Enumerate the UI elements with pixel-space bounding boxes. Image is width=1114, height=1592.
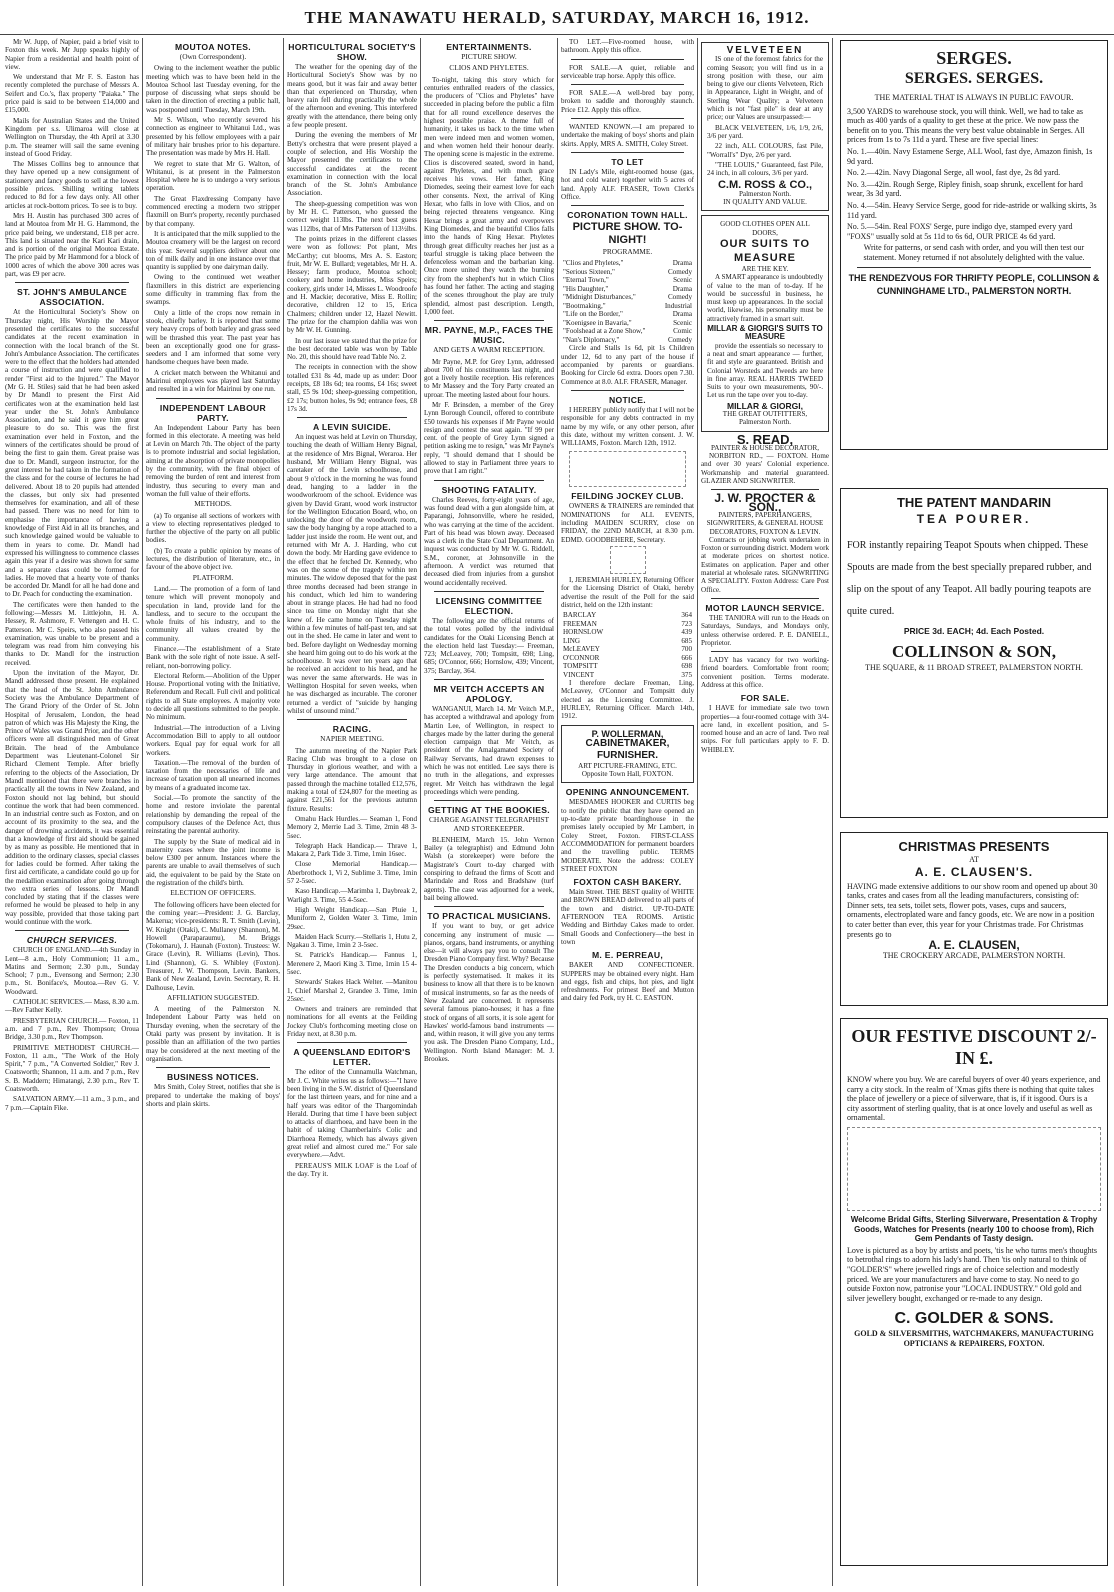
ad-body: ART PICTURE-FRAMING, ETC. Opposite Town Hall, FOXTON. bbox=[578, 761, 677, 779]
article-heading: RACING. bbox=[332, 724, 372, 735]
article-body: Only a little of the crops now remain in stook, chiefly barley. It is reported that some very heavy crops of both barley and grass seed will be thrashed this year. The past year has been an exceptionally good one for grass-seeders and I am informed that some very handsome cheques have been made. bbox=[146, 308, 280, 367]
classified-ad: OWNERS & TRAINERS are reminded that NOMINATIONS for ALL EVENTS, including MAIDEN SCURRY, close on FRIDAY, the 22ND MARCH, at 8.30 p.m. EDMD. GOODBEHERE, Secretary. bbox=[561, 502, 694, 544]
article-body: We regret to state that Mr G. Walton, of Whitanui, is at present in the Palmerston Hospital where he is to undergo a very serious operation. bbox=[146, 159, 280, 193]
poll-row: LING 685 bbox=[563, 636, 692, 645]
classified-ad: BAKER AND CONFECTIONER. SUPPERS may be obtained every night. Ham and eggs, fish and chips, hot pies, and light refreshments. For primest Beef and Mutton and dairy fed Pork, try H. C. EASTON. bbox=[561, 961, 694, 1003]
clausen-ad bbox=[840, 832, 1108, 1006]
poll-row: McLEAVEY 700 bbox=[563, 645, 692, 654]
ad-items: Welcome Bridal Gifts, Sterling Silverware, Presentation & Trophy Goods, Watches for Presents (nearly 100 to choose from), Rich Gem Pendants of Tasty design. bbox=[850, 1214, 1098, 1244]
article-body: Owing to the inclement weather the public meeting which was to have been held in the Moutoa School last Tuesday evening, for the purpose of discussing what steps should be taken in the direction of erecting a public hall, was postponed until Tuesday, March 19th. bbox=[146, 64, 280, 114]
ad-subtitle: CABINETMAKER, FURNISHER. bbox=[585, 737, 670, 761]
programme-row: "Nan's Diplomacy," Comedy bbox=[563, 335, 692, 344]
article-body: The Great Flaxdressing Company have commenced erecting a modern two stripper flaxmill on Burr's property, recently purchased by that company. bbox=[146, 194, 280, 228]
divider bbox=[434, 679, 544, 680]
suits-ad bbox=[701, 215, 829, 431]
article-body: To-night, taking this story which for centuries enthralled readers of the classics, the producers of "Clios and Phyletes" have succeeded in placing before the public a film that for all round excellence deserves the highest possible praise. A theme full of humanity, it takes us back to the time when men were indeed men and women women, and when women held their honour dearly. The opening scene is majestic in the extreme. Clios is discovered seated, sword in hand, against Phyletes, and with much grace receives his vows. Her father, King Diomedes, seeing their earnest love for each other consents. Next, the arrival of King Hexar, who falls in love with Clios, and on being rejected threatens vengeance. King Hexar brings a great army and overpowers King Diomedes, and the beautiful Clios falls into the hands of King Hexar. Phyletes through great difficulty reaches her just as a tearful struggle is taking place between the defenceless woman and the barbarian king. Once more united they watch the burning city from the shepherd's hut in which Clios has found her father. The acting and staging of the scenes throughout the play are truly splendid, almost past description. Length, 1,000 feet. bbox=[424, 75, 554, 316]
section-label: METHODS. bbox=[194, 499, 232, 509]
ad-heading: FOR SALE. bbox=[740, 693, 790, 704]
velveteen-ad bbox=[701, 42, 829, 211]
divider bbox=[15, 930, 129, 931]
article-heading: INDEPENDENT LABOUR PARTY. bbox=[159, 402, 267, 423]
classified-ad: FOR SALE.—A quiet, reliable and serviceable trap horse. Apply this office. bbox=[561, 63, 694, 80]
divider bbox=[571, 118, 684, 119]
divider bbox=[297, 1042, 407, 1043]
programme-row: "His Daughter," Drama bbox=[563, 284, 692, 293]
column-5 bbox=[558, 38, 697, 1586]
ad-body: HAVING made extensive additions to our show room and opened up about 30 tanks, crates and cases from all the leading manufacturers, consisting of: Dinner sets, tea sets, toilet sets, flower pots, vases, cups and saucers, ornaments, electroplated ware and fancy goods, etc. We are now in a position to cater better than ever, this year for your Christmas trade. For Christmas presents go to bbox=[847, 881, 1098, 939]
classified-ad: LADY has vacancy for two working-friend boarders. Comfortable front room; convenient position. Terms moderate. Address at this office. bbox=[701, 656, 829, 689]
article-body: Land.— The promotion of a form of land tenure which will prevent monopoly and speculation in land, provide land for the landless, and to secure to the occupant the whole fruits of his industry, and to the community all values created by the community. bbox=[146, 584, 280, 643]
article-body: WANGANUI, March 14. Mr Veitch M.P., has accepted a withdrawal and apology from Martin Lee, of Wellington, in respect to charges made by the latter during the general election campaign that Mr Veitch, as president of the Amalgamated Society of Railway Servants, had drawn expenses to which he was not entitled. Lee says there is no truth in the allegations, and expresses regret. Mr Veitch has withdrawn the legal proceedings which were pending. bbox=[424, 705, 554, 796]
golder-ad bbox=[840, 1018, 1108, 1566]
article-body: The weather for the opening day of the Horticultural Society's Show was by no means good, but it was fair and away better than that experienced on Thursday, when heavy rain fell during practically the whole of the afternoon and evening. This interfered greatly with the attendance, there being only a few people present. bbox=[287, 63, 417, 130]
classified-ad: IN Lady's Mile, eight-roomed house (gas, hot and cold water) together with 5 acres of land. Apply ALF. FRASER, Town Clerk's Office. bbox=[561, 167, 694, 201]
poll-row: TOMPSITT 698 bbox=[563, 662, 692, 671]
ad-body: IS one of the foremost fabrics for the coming Season; you will find us in a strong position with these, our aim being to give our clients Velveteen, Rich in Appearance, Light in Weight, and of Sterling Wear Quality; a Velveteen which is not "fast pile" is dear at any price; our Values are unsurpassed:— bbox=[707, 55, 823, 122]
column-1 bbox=[2, 38, 142, 1586]
article-heading: ENTERTAINMENTS. bbox=[446, 42, 532, 52]
ad-title: C.M. ROSS & CO., bbox=[717, 179, 813, 192]
article-body: Mr Payne, M.P. for Grey Lynn, addressed about 700 of his constituents last night, and got a lively hostile reception. His references to Mr Massey and the Tory Party created an uproar. The meeting lasted about four hours. bbox=[424, 357, 554, 399]
article-subheading: AND GETS A WARM RECEPTION. bbox=[433, 345, 545, 355]
article-body: An Independent Labour Party has been formed in this electorate. A meeting was held at Levin on March 7th. The object of the party is to promote industrial and social legislation, aiming at the absorption of private monopolies by the community, with the final object of removing the burden of rent and interest from industry, thus securing to every man and woman the full value of their efforts. bbox=[146, 423, 280, 498]
mandarin-ad bbox=[840, 488, 1108, 818]
article-body: (b) To create a public opinion by means of lectures, the distribution of literature, etc., in favour of the above object ive. bbox=[146, 546, 280, 572]
article-body: Charles Reeves, forty-eight years of age, was found dead with a gun alongside him, at Paparangi, Johnsonville, where he resided, who was carrying at the time of the accident. Part of his head was blown away. Deceased was a clerk in the State Coal Department. An inquest was conducted by Mr W. G. Riddell, S.M., coroner, at Johnsonville in the afternoon. A verdict was returned that deceased died from injuries from a gunshot wound accidentally received. bbox=[424, 495, 554, 587]
ad-title: COLLINSON & SON, bbox=[892, 641, 1056, 661]
classified-ad: Circle and Stalls 1s 6d, pit 1s Children under 12, 6d to any part of the house if accompanied by parents or guardians. Booking for Circle 6d extra. Doors open 7.30. Commence at 8.0. ALF. FRASER, Manager. bbox=[561, 344, 694, 386]
ad-heading: MOTOR LAUNCH SERVICE. bbox=[705, 602, 825, 613]
race-result: Omahu Hack Hurdles.— Seaman 1, Fond Memory 2, Merrie Lad 3. Time, 2min 48 3-5sec. bbox=[287, 814, 417, 840]
divider bbox=[571, 152, 684, 153]
ad-heading: FEILDING JOCKEY CLUB. bbox=[571, 491, 684, 502]
article-subheading: PICTURE SHOW. bbox=[461, 52, 517, 61]
divider bbox=[297, 417, 407, 418]
programme-row: "Clios and Phyletes," Drama bbox=[563, 259, 692, 268]
article-heading: LICENSING COMMITTEE ELECTION. bbox=[435, 595, 543, 616]
article-body: Mrs Smith, Coley Street, notifies that she is prepared to undertake the making of boys' shorts and plain skirts. bbox=[146, 1083, 280, 1108]
divider bbox=[434, 591, 544, 592]
article-body: PEREAUS'S MILK LOAF is the Loaf of the day. Try it. bbox=[287, 1161, 417, 1178]
racehorse-engraving bbox=[569, 451, 686, 487]
section-label: PLATFORM. bbox=[192, 572, 234, 582]
race-result: Maiden Hack Scurry.—Stellaris 1, Hutu 2, Ngakau 3. Time, 1min 2 3-5sec. bbox=[287, 932, 417, 950]
poll-table bbox=[561, 611, 694, 679]
ad-body: NORBITON RD., — FOXTON. Home and over 30 years' Colonial experience. Workmanship and material guaranteed. GLAZIER AND SIGNWRITER. bbox=[701, 452, 829, 486]
church-item: PRESBYTERIAN CHURCH.— Foxton, 11 a.m. and 7 p.m., Rev Thompson; Oroua Bridge, 3.30 p.m., Rev Thompson. bbox=[5, 1016, 139, 1042]
poll-row: FREEMAN 723 bbox=[563, 619, 692, 628]
poll-row: BARCLAY 364 bbox=[563, 611, 692, 620]
article-subheading: NAPIER MEETING. bbox=[320, 734, 384, 744]
ad-subtitle: THE CROCKERY ARCADE, PALMERSTON NORTH. bbox=[882, 950, 1066, 960]
article-body: The autumn meeting of the Napier Park Racing Club was brought to a close on Thursday in glorious weather, and with a very large attendance. The amount that passed through the machine totalled £12,576, making a total of £24,807 for the meeting as against £21,561 for the previous autumn fixture. Results: bbox=[287, 746, 417, 813]
article-heading: MR VEITCH ACCEPTS AN APOLOGY. bbox=[433, 684, 545, 704]
wollerman-ad bbox=[561, 725, 694, 784]
article-body: Taxation.—The removal of the burden of taxation from the necessaries of life and increase of taxation upon all unearned incomes by means of a graduated income tax. bbox=[146, 758, 280, 792]
article-body: An inquest was held at Levin on Thursday, touching the death of William Henry Bignal, at the residence of Mrs Bignal, Weraroa. Her husband, Mr William Henry Bignal, was caretaker of the Levin schoolhouse, and about 9 o'clock in the morning he was found dead, hanging to a ladder in the woodworkroom of the school. Evidence was given by David Grant, wood work instructor for the Wellington Education Board, who, on unlocking the door of the woodwork room, saw the body hanging by a rope attached to a ladder just inside the room. He went out, and returned with Mr A. J. Harding, who cut down the body. Mr Harding gave evidence to the effect that he fetched Dr. Kennedy, who was on the scene of the tragedy within ten minutes. The widow deposed that for the past three months deceased had been strange in his conduct, which led him to wandering about in strange places. He had had no food since tea time on Monday night that she knew of. He came home on Tuesday night within a few minutes of half-past ten, and sat out in the shed. He came in later and went to bed. Before daylight on Wednesday morning she heard him going out to do his work at the schoolhouse. It was over ten years ago that he received an accident to his head, and he was never the same afterwards. He was in Wellington Hospital for seven weeks, when he was discharged as incurable. The coroner returned a verdict of "suicide by hanging whilst of unsound mind." bbox=[287, 433, 417, 715]
ad-title: A. E. CLAUSEN, bbox=[928, 938, 1020, 953]
ad-heading: OPENING ANNOUNCEMENT. bbox=[565, 787, 690, 798]
ad-title: THE RENDEZVOUS FOR THRIFTY PEOPLE, COLLINSON & CUNNINGHAME LTD., PALMERSTON NORTH. bbox=[848, 272, 1100, 296]
article-body: Social.—To promote the sanctity of the home and restore inviolate the parental relationship by demanding the repeal of the compulsory clauses of the Defence Act, thus reinstating the parental authority. bbox=[146, 794, 280, 836]
divider bbox=[711, 651, 819, 652]
article-body: At the Horticultural Society's Show on Thursday night, His Worship the Mayor presented the certificates to the successful candidates at the recent examination in connection with the local branch of the St. John's Ambulance Association. The certificates were to the effect that the holders had attended a course of instruction and were qualified to render "First aid to the Injured." The Mayor (Mr G. H. Stiles) said that he had been asked by Dr Mandl to present the First Aid certificates won at the examination held last year under the St. John's Ambulance Association, and he said it gave him great pleasure to do so. This was the first examination ever held in Foxton, and the winners of the certificates should be proud of being the first to gain them. Great praise was due to Dr. Mandl, surgeon instructor, for the great interest he had taken in the formation of the class and for the course of lectures he had delivered. About 18 to 20 pupils had attended the classes, but only six had presented themselves for examination, and all of these had passed. There was no need for him to emphasise the importance of having a knowledge of First Aid in all its branches, and such knowledge gained would be valuable to them in years to come. Dr. Mandl had expressed his willingness to commence classes again this year if a desire was shown for same and a separate class could be formed for ladies. He moved that a hearty vote of thanks be accorded Dr. Mandl for all he had done and to Dr. Peach for conducting the examination. bbox=[5, 308, 139, 599]
divider bbox=[571, 84, 684, 85]
ad-title: VELVETEEN bbox=[726, 45, 804, 56]
church-item: CHURCH OF ENGLAND.—4th Sunday in Lent—8 a.m., Holy Communion; 11 a.m., Matins and Sermon; 2.30 p.m., Sunday School; 7 p.m., Evensong and Sermon; 2.30 p.m., St. Boniface's, Moutoa.—Rev G. V. Woodward. bbox=[5, 946, 139, 996]
programme-row: "Eternal Town," Scenic bbox=[563, 276, 692, 285]
poll-row: VINCENT 375 bbox=[563, 670, 692, 679]
article-heading: MR. PAYNE, M.P., FACES THE MUSIC. bbox=[424, 325, 554, 346]
classified-ad: Main Street. THE BEST quality of WHITE and BROWN BREAD delivered to all parts of the town and district. UP-TO-DATE AFTERNOON TEA ROOMS. Artistic Wedding and Birthday Cakes made to order. Small Goods and Confectionery—the best in town bbox=[561, 888, 694, 946]
programme-row: "Koenigsee in Bavaria," Scenic bbox=[563, 318, 692, 327]
divider bbox=[711, 598, 819, 599]
ad-subtitle: TEA POURER. bbox=[916, 512, 1032, 526]
ad-heading: M. E. PERREAU, bbox=[591, 950, 664, 961]
article-subheading: CLIOS AND PHYLETES. bbox=[449, 63, 529, 73]
article-subheading: CHARGE AGAINST TELEGRAPHIST AND STOREKEEPER. bbox=[428, 815, 550, 833]
cupid-engraving bbox=[847, 1127, 1101, 1211]
column-rule bbox=[832, 38, 833, 1586]
divider bbox=[156, 398, 270, 399]
article-heading: A QUEENSLAND EDITOR'S LETTER. bbox=[293, 1047, 411, 1068]
ad-line: 22 inch, ALL COLOURS, fast Pile, "Worrall's" Dye, 2/6 per yard. bbox=[707, 142, 823, 159]
news-item: The Misses Collins beg to announce that they have opened up a new consignment of stationery and fancy goods to sell at the lowest possible prices. Shilling writing tablets reduced to 8d for a few days only. All other articles at rock-bottom prices. To see is to buy. bbox=[5, 160, 139, 210]
ad-subtitle: PAINTERS, PAPERHANGERS, SIGNWRITERS, & GENERAL HOUSE DECORATORS, FOXTON & LEVIN. bbox=[706, 510, 824, 536]
church-item: CATHOLIC SERVICES.— Mass, 8.30 a.m.—Rev Father Kelly. bbox=[5, 998, 139, 1015]
race-result: Kaso Handicap.—Marimba 1, Daybreak 2, Warlight 3. Time, 55 4-5sec. bbox=[287, 887, 417, 904]
divider bbox=[434, 906, 544, 907]
ad-title: S. READ, bbox=[736, 431, 794, 447]
article-heading: TO PRACTICAL MUSICIANS. bbox=[427, 911, 551, 922]
ad-body: provide the essentials so necessary to a neat and smart appearance — further, fit and style are guaranteed. British and Colonial Worsteds and Tweeds are here in fine array. REAL HARRIS TWEED Suits to your own measurements, 90/-. Let us run the tape over you to-day. bbox=[707, 341, 823, 400]
ad-intro: GOOD CLOTHES OPEN ALL DOORS, bbox=[720, 220, 810, 237]
article-body: During the evening the members of Mr Betty's orchestra that were present played a couple of selection, and His Worship the Mayor presented the certificates to the successful candidates at the recent examination in connection with the local branch of the St. John's Ambulance Association. bbox=[287, 131, 417, 198]
article-body: A cricket match between the Whitanui and Mairinui employees was played last Saturday and resulted in a win for Mairinui by one run. bbox=[146, 368, 280, 394]
ad-line: No. 1.—40in. Navy Estamene Serge, ALL Wool, fast dye, Amazon finish, 1s 9d yard. bbox=[847, 146, 1093, 166]
ad-line: No. 5.—54in. Real FOXS' Serge, pure indigo dye, stamped every yard "FOXS" usually sold at 5s 11d to 6s 6d, OUR PRICE 4s 6d yard. bbox=[847, 222, 1073, 241]
classified-ad: MESDAMES HOOKER and CURTIS beg to notify the public that they have opened an up-to-date private boardinghouse in the premises lately occupied by Mr Lambert, in Coley Street, Foxton. FIRST-CLASS ACCOMMODATION for permanent boarders and the travelling public. TERMS MODERATE. Note the address: COLEY STREET FOXTON bbox=[561, 798, 694, 873]
column-2 bbox=[143, 38, 283, 1586]
picture-show-title: PICTURE SHOW. TO-NIGHT! bbox=[572, 221, 683, 247]
programme-row: "Bootmaking," Industrial bbox=[563, 301, 692, 310]
programme-heading: PROGRAMME. bbox=[602, 247, 653, 257]
article-body: Owners and trainers are reminded that nominations for all events at the Feilding Jockey Club's forthcoming meeting close on Friday next, at 8.30 p.m. bbox=[287, 1005, 417, 1039]
article-heading: ST. JOHN'S AMBULANCE ASSOCIATION. bbox=[17, 287, 127, 308]
article-body: The points prizes in the different classes were won as follows: Pot plant, Mrs McCarthy; cut blooms, Mrs A. S. Easton; fruit, Mr W. E. Bullard; vegetables, Mr H. A. Hessey; farm produce, Moutoa school; cookery and home industries, Miss Speirs; cookery, girls under 14, Misses L. Woodroofe and H. Mackie; decorative, Miss E. Rollin; decorative, children 12 to 15, Erica Chalmers; children under 12, Hazel Newitt. The prize for the champion dahlia was won by Mr W. H. Gunning. bbox=[287, 234, 417, 335]
divider bbox=[156, 1067, 270, 1068]
ad-title: J. W. PROCTER & SON., bbox=[714, 491, 816, 514]
ad-body: KNOW where you buy. We are careful buyers of over 40 years experience, and carry a city stock. In the realm of 'Xmas gifts there is nothing that quite takes the place of jewellery or a piece of silverware, that is, if it isgood. Ours is a city assortment of sterling quality, that is at once lovely and useful as well as ornamental. bbox=[847, 1075, 1101, 1123]
divider bbox=[711, 489, 819, 490]
church-heading: CHURCH SERVICES. bbox=[26, 935, 118, 946]
news-item: Mails for Australian States and the United Kingdom per s.s. Ulimaroa will close at Wellington on Thursday, the 4th April at 3.30 p.m. The steamer will sail the same evening instead of Good Friday. bbox=[5, 116, 139, 158]
ad-heading: CORONATION TOWN HALL. bbox=[567, 210, 688, 221]
section-label: AFFILIATION SUGGESTED. bbox=[167, 992, 259, 1002]
divider bbox=[434, 320, 544, 321]
church-item: PRIMITIVE METHODIST CHURCH.— Foxton, 11 a.m., "The Work of the Holy Spirit," 7 p.m., "A Converted Soldier," Rev J. Coatsworth; Shannon, 11 a.m. and 7 p.m., Rev S. B. Maddern; Himatangi, 2.30 p.m., Rev T. Coatsworth. bbox=[5, 1043, 139, 1094]
news-item: Mr W. Jupp, of Napier, paid a brief visit to Foxton this week. Mr Jupp speaks highly of Napier from a residential and health point of view. bbox=[5, 38, 139, 71]
ad-heading: TO LET bbox=[611, 156, 644, 167]
article-heading: SHOOTING FATALITY. bbox=[441, 484, 537, 495]
divider bbox=[15, 282, 129, 283]
ad-tagline: THE MATERIAL THAT IS ALWAYS IN PUBLIC FAVOUR. bbox=[874, 93, 1074, 102]
column-3 bbox=[284, 38, 420, 1586]
ad-body: FOR instantly repairing Teapot Spouts when chipped. These Spouts are made from the best specially prepared rubber, and slip on the spout of any Teapot. All badly pouring teapots are quite cured. bbox=[847, 540, 1092, 617]
ad-line: No. 4.—54in. Heavy Service Serge, good for ride-astride or walking skirts, 3s 11d yard. bbox=[847, 200, 1097, 220]
ad-body: THE TANIORA will run to the Heads on Saturdays, Sundays, and Mondays only, unless otherwise ordered. P. E. DANIELL, Proprietor. bbox=[701, 613, 829, 647]
article-body: It is anticipated that the milk supplied to the Moutoa creamery will be the largest on record this year. Several suppliers deliver about one ton of milk daily and in one instance over that quantity is supplied by one dairyman daily. bbox=[146, 229, 280, 272]
article-heading: GETTING AT THE BOOKIES. bbox=[428, 805, 550, 816]
ad-subtitle: THE GREAT OUTFITTERS, Palmerston North. bbox=[722, 409, 808, 427]
classified-ad: TO LET.—Five-roomed house, with bathroom. Apply this office. bbox=[561, 38, 694, 55]
divider bbox=[571, 390, 684, 391]
church-item: SALVATION ARMY.—11 a.m., 3 p.m., and 7 p.m.—Captain Fike. bbox=[5, 1095, 139, 1112]
ad-title: SERGES. SERGES. bbox=[904, 70, 1044, 87]
poll-row: O'CONNOR 666 bbox=[563, 653, 692, 662]
article-body: If you want to buy, or get advice concerning any instrument of music —pianos, organs, band instruments, or anything else—it will always pay you to consult The Dresden Piano Company first. Why? Because The Dresden conducts a big concern, which is perfectly systematised. It makes it its business to know all that there is to be known of musical instruments, so far as the needs of New Zealand are concerned. It represents several famous piano-houses; it has a fine stock of organs of all sorts, it is sole agent for Hawkes' world-famous band instruments — and, within reason, it will give you any terms you ask. The Dresden Piano Company, Ltd., Wellington. North Island Manager: M. J. Brookes. bbox=[424, 922, 554, 1063]
divider bbox=[571, 205, 684, 206]
programme-row: "Midnight Disturbances," Comedy bbox=[563, 293, 692, 302]
race-result: Telegraph Hack Handicap.— Thrave 1, Makara 2, Park Tide 3. Time, 1min 16sec. bbox=[287, 841, 417, 859]
ad-subtitle: GOLD & SILVERSMITHS, WATCHMAKERS, MANUFACTURING OPTICIANS & REPAIRERS, FOXTON. bbox=[854, 1329, 1094, 1348]
article-body: The following officers have been elected for the coming year:—President: J. G. Barclay, Makerua; vice-presidents: R. T. Smith (Levin), W. Knight (Otaki), C. Mullaney (Shannon), M. Howell (Paraparaumu), M. Briggs (Tokomaru), J. Haunah (Foxton). Trustees: W. Grace (Levin), R. Williams (Levin), Thos. Lind (Shannon), G. S. Whibley (Foxton). Treasurer, J. W. Thompson, Levin. Bankers, Bank of New Zealand, Levin. Secretary, R. H. Dalhouse, Levin. bbox=[146, 900, 280, 992]
ad-price: PRICE 3d. EACH; 4d. Each Posted. bbox=[903, 626, 1045, 636]
article-body: Finance.—The establishment of a State Bank with the sole right of note issue. A self-reliant, non-borrowing policy. bbox=[146, 645, 280, 670]
ad-subtitle: ARE THE KEY. bbox=[741, 264, 789, 273]
article-body: The editor of the Cunnamulla Watchman, Mr J. C. White writes us as follows:—"I have been living in the S.W. district of Queensland for the last thirteen years, and for nine and a half years was editor of the Thargomindah Herald. During that time I have been subject to attacks of diarrhoea, and have been in the habit of taking Chamberlain's Colic and Diarrhoea Remedy, which has always given great relief and almost cured me." For sale everywhere.—Advt. bbox=[287, 1068, 417, 1160]
programme-row: "Serious Sixteen," Comedy bbox=[563, 267, 692, 276]
ad-line: No. 2.—42in. Navy Diagonal Serge, all wool, fast dye, 2s 8d yard. bbox=[847, 168, 1061, 178]
race-result: High Weight Handicap.—San Pluie 1, Muniform 2, Golden Water 3. Time, 1min 29sec. bbox=[287, 905, 417, 931]
masthead: THE MANAWATU HERALD, SATURDAY, MARCH 16, 1912. bbox=[0, 0, 1114, 35]
article-body: The sheep-guessing competition was won by Mr H. C. Patterson, who guessed the correct weight 113lbs. The next best guess was 112lbs, that of Mrs Patterson of 113½lbs. bbox=[287, 199, 417, 233]
article-body: Mr S. Wilson, who recently severed his connection as engineer to Whitanui Ltd., was presented by his fellow employees with a pair of military hair brushes prior to his departure. The presentation was made by Mrs H. Hall. bbox=[146, 116, 280, 158]
classified-ad: WANTED KNOWN.—I am prepared to undertake the making of boys' shorts and plain skirts. Apply, MRS A. SMITH, Coley Street. bbox=[561, 123, 694, 148]
race-result: Stewards' Stakes Hack Welter. —Manitou 1, Chief Marshal 2, Grandee 3. Time, 1min 25sec. bbox=[287, 978, 417, 1003]
article-body: Mr F. Brinsden, a member of the Grey Lynn Borough Council, offered to contribute £50 towards his expenses if Mr Payne would resign and contest the seat again. "If 99 per cent. of the people of Grey Lynn signed a petition asking me to resign," was Mr Payne's reply, "I should demand that I should be allowed to stay in Parliament three years to prove that I am right." bbox=[424, 400, 554, 476]
divider bbox=[434, 480, 544, 481]
ad-body: Write for patterns, or send cash with order, and you will then test our statement. Money returned if not absolutely delighted with the value. bbox=[863, 243, 1085, 262]
article-body: BLENHEIM, March 15. John Vernon Bailey (a telegraphist) and Edmund John Walsh (a storekeeper) were before the Magistrate's Court to-day charged with conspiring to defraud the firms of Scott and Marindale and Ross and Bradshaw (turf agents). The case was adjourned for a week, bail being allowed. bbox=[424, 835, 554, 902]
programme-row: "Life on the Border," Drama bbox=[563, 310, 692, 319]
ad-subtitle: PAINTER & HOUSE DECORATOR, bbox=[711, 443, 819, 452]
ad-line: "THE LOUIS," Guaranteed, fast Pile, 24 inch, in all colours, 3/6 per yard. bbox=[707, 160, 823, 178]
divider bbox=[434, 800, 544, 801]
ad-body: A SMART appearance is undoubtedly of value to the man of to-day. If he would be successful in business, he must keep up appearances. In the social world, likewise, his personality must be attractively framed in a smart suit. bbox=[707, 273, 823, 323]
article-heading: HORTICULTURAL SOCIETY'S SHOW. bbox=[288, 42, 416, 62]
ad-at: AT bbox=[969, 855, 979, 864]
article-body: The following are the official returns of the total votes polled by the individual candidates for the Otaki Licensing Bench at the election held last Tuesday:— Freeman, 723; McLeavey, 700; Tompsitt, 698; Ling, 685; O'Connor, 666; Hornslow, 439; Vincent, 375; Barclay, 364. bbox=[424, 616, 554, 675]
ad-title: SERGES. bbox=[936, 48, 1012, 68]
article-body: The certificates were then handed to the following:—Messrs M. Littlejohn, H. A. Hessey, R. Ashmore, F. Vettengen and H. C. Patterson. Mr C. Speirs, who also passed his examination, was unable to be present and a telegram was read from him conveying his thanks to Dr. Mandl for the instruction received. bbox=[5, 600, 139, 667]
column-4 bbox=[421, 38, 557, 1586]
ad-title: CHRISTMAS PRESENTS bbox=[898, 839, 1050, 854]
classified-ad: I HAVE for immediate sale two town properties—a four-roomed cottage with 3/4-acre land, in excellent position, and 5-roomed house and an acre of land. Two real snips. For full particulars apply to F. D. WHIBLEY. bbox=[701, 704, 829, 754]
ad-heading: NOTICE. bbox=[609, 394, 646, 405]
ad-body: 3,500 YARDS to warehouse stock, you will think. Well, we had to take as much as 400 yards of a quality to get these at the price. We now pass the benefit on to you. This means the very best value obtainable in Serges. All prices from 1s to 7s 11d a yard. These are five special lines: bbox=[847, 106, 1085, 145]
divider bbox=[857, 267, 1091, 268]
article-body: Owing to the continued wet weather flaxmillers in this district are experiencing some difficulty in tramming flax from the swamps. bbox=[146, 273, 280, 307]
race-result: St. Patrick's Handicap.— Fannus 1, Merenere 2, Maori King 3. Time, 1min 15 4-5sec. bbox=[287, 951, 417, 976]
ad-line: No. 3.—42in. Rough Serge, Ripley finish, soap shrunk, excellent for hard wear, 3s 3d yard. bbox=[847, 179, 1083, 199]
article-heading: A LEVIN SUICIDE. bbox=[312, 422, 391, 433]
article-body: The receipts in connection with the show totalled £31 8s 4d, made up as under: Door receipts, £8 18s 6d; tea rooms, £4 16s; sweet stall, £5 9s 10d; sheep-guessing competition, £2 17s; button holes, 9s 9d; entrance fees, £8 17s 3d. bbox=[287, 363, 417, 413]
article-body: A meeting of the Palmerston N. Independent Labour Party was held on Thursday evening, when the secretary of the Otaki party was present by invitation. It is possible than an affiliation of the two parties may be considered at the next meeting of the organisation. bbox=[146, 1005, 280, 1063]
classified-ad: FOR SALE.—A well-bred bay pony, broken to saddle and thoroughly staunch. Price £12. Apply this office. bbox=[561, 89, 694, 114]
ad-title: A. E. CLAUSEN'S. bbox=[914, 864, 1034, 879]
article-body: Industrial.—The introduction of a Living Accommodation Bill to apply to all outdoor workers. Equal pay for equal work for all workers. bbox=[146, 723, 280, 757]
article-body: In our last issue we stated that the prize for the best decorated table was won by Table No. 20, this should have read Table No. 2. bbox=[287, 336, 417, 362]
race-result: Close Memorial Handicap.— Aberbrothock 1, Vi 2, Sublime 3. Time, 1min 57 2-5sec. bbox=[287, 860, 417, 886]
divider bbox=[571, 59, 684, 60]
divider bbox=[297, 719, 407, 720]
royal-crest-icon bbox=[610, 546, 646, 574]
news-item: Mrs H. Austin has purchased 300 acres of land at Moutoa from Mr H. G. Hammond, the price paid being, we understand, £18 per acre. This land is situated near the Kari Kari drain, and is portion of the original Moutoa Estate. The price paid by Mr Hammond for a block of 1000 acres of which the above 300 acres was part, was £9 per acre. bbox=[5, 211, 139, 279]
ad-title: C. GOLDER & SONS. bbox=[894, 1310, 1054, 1328]
article-body: Electoral Reform.—Abolition of the Upper House. Proportional voting with the Initiative, Referendum and Recall. Full civil and political rights to all State employees. A majority vote to decide all questions submitted to the people. No minimum. bbox=[146, 671, 280, 722]
ad-body: Love is pictured as a boy by artists and poets, 'tis he who turns men's thoughts to betrothal rings to adorn his lady's hand. Then 'tis only natural to think of "GOLDER'S" where jewelled rings are of choice selection and modestly priced. We are your manufacturers and have come to stay. No need to go outside Foxton now, patronise your "LOCAL INDUSTRY." Old gold and silver jewellery bought, exchanged or re-made to any design. bbox=[847, 1245, 1097, 1303]
ad-tagline: IN QUALITY AND VALUE. bbox=[723, 198, 807, 207]
ad-line: BLACK VELVETEEN, 1/6, 1/9, 2/6, 3/6 per yard. bbox=[707, 123, 823, 140]
article-heading: MOUTOA NOTES. bbox=[175, 42, 251, 52]
classified-ad: I HEREBY publicly notify that I will not be responsible for any debts contracted in my name by my wife, or any other person, after this date, without my written consent. J. W. WILLIAMS, Foxton. March 12th, 1912. bbox=[561, 405, 694, 448]
section-label: ELECTION OF OFFICERS. bbox=[170, 888, 256, 898]
serges-ad bbox=[840, 40, 1108, 450]
ad-subtitle: Palmerston North. bbox=[738, 189, 791, 198]
classified-ad: I therefore declare Freeman, Ling, McLeavey, O'Connor and Tompsitt duly elected as the Licensing Committee. J. HURLEY, Returning Officer. March 14th, 1912. bbox=[561, 679, 694, 721]
poll-row: HORNSLOW 439 bbox=[563, 628, 692, 637]
ad-title: P. WOLLERMAN, bbox=[591, 728, 664, 739]
ad-subtitle: THE SQUARE, & 11 BROAD STREET, PALMERSTON NORTH. bbox=[865, 662, 1083, 672]
ad-body: Contracts or jobbing work undertaken in Foxton or surrounding district. Modern work at moderate prices on shortest notice. Estimates on application. Paper and other material at wholesale rates. SIGNWRITING A SPECIALITY. Foxton Address: Care Post Office. bbox=[701, 535, 829, 594]
article-subheading: (Own Correspondent). bbox=[179, 52, 247, 61]
ad-title: MILLAR & GIORGI'S SUITS TO MEASURE bbox=[707, 324, 823, 342]
column-6 bbox=[698, 38, 832, 1586]
classified-ad: I, JEREMIAH HURLEY, Returning Officer for the Licensing District of Otaki, hereby advertise the result of the Poll for the said district, held on the 12th instant: bbox=[561, 575, 694, 609]
ad-heading: FOXTON CASH BAKERY. bbox=[573, 877, 682, 888]
programme-row: "Foolshead at a Zone Show," Comic bbox=[563, 327, 692, 336]
ad-title: THE PATENT MANDARIN bbox=[896, 495, 1052, 510]
article-body: Upon the invitation of the Mayor, Dr. Mandl addressed those present. He explained that the head of the St. John Ambulance Society was the Ambulance Department of The Grand Priory of the Order of St. John Hospital of Jerusalem, London, the head patron of which was His Majesty the King, the Prince of Wales was Grand Prior, and the other officers were all distinguished men of Great Britain. The head of the Ambulance Department was Lieutenant-Colonel Sir Richard Clement Temple. After briefly referring to the objects of the Association, Dr Mandl mentioned that there were branches in practically all the towns in New Zealand, and Foxton should not lag behind, but should continue the work that had been commenced. In an industrial centre such as Foxton, and on account of its proximity to the sea, and the danger of drowning accidents, it was essential that a knowledge of first aid should be gained by as many as possible. He mentioned that in addition to the ordinary classes, special classes for ladies could be formed. After taking the first aid certificate, a candidate could go up for the medallion examination after going through two extra series of lessons. Dr Mandl concluded by stating that if the classes were reformed he would be pleased to help in any way possible, provided that those taking part would continue with the work. bbox=[5, 669, 139, 926]
article-heading: BUSINESS NOTICES. bbox=[166, 1072, 259, 1083]
article-body: (a) To organise all sections of workers with a view to electing representatives pledged to further the objective of the party on all public bodies. bbox=[146, 511, 280, 545]
article-body: The supply by the State of medical aid in maternity cases where the joint income is below £300 per annum. Instances where the parents are unable to avail themselves of such aid, the equivalent to be paid by the State on the registration of the child's birth. bbox=[146, 837, 280, 888]
ad-title: MILLAR & GIORGI, bbox=[726, 400, 804, 411]
news-item: We understand that Mr F. S. Easton has recently completed the purchase of Messrs A. Seifert and Co.'s, flax property "Paiaka." The price paid is said to be between £14,000 and £15,000. bbox=[5, 73, 139, 115]
programme-table bbox=[561, 259, 694, 344]
ad-title: OUR SUITS TO MEASURE bbox=[719, 237, 811, 264]
ad-title: OUR FESTIVE DISCOUNT 2/- IN £. bbox=[851, 1026, 1097, 1068]
